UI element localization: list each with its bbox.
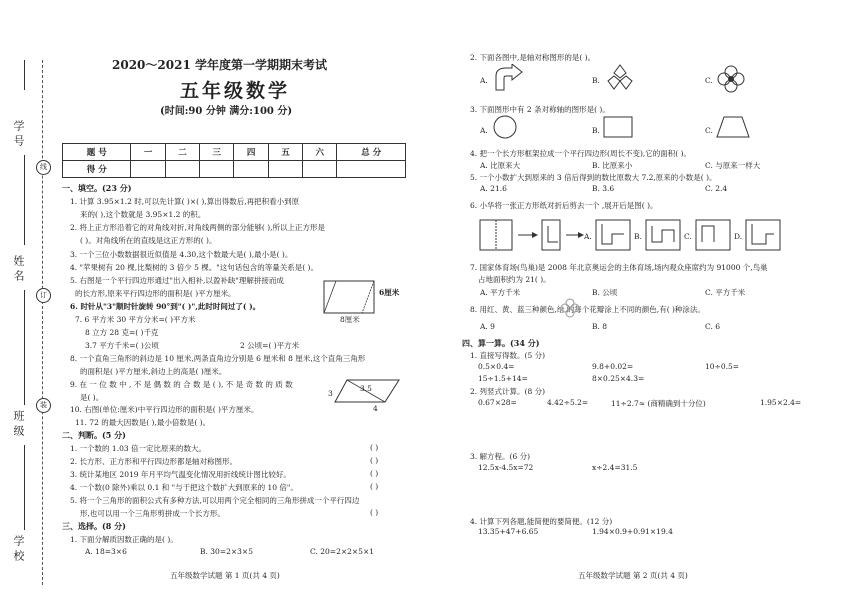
r-q4-c[interactable]: C. 与原来一样大 [705, 161, 761, 170]
r-q7-line2: 占地面积约为 21( )。 [478, 275, 551, 284]
diamond-shape-icon [603, 64, 637, 90]
r-q6-opt-d[interactable]: D. [734, 232, 743, 241]
r-q6-opt-b[interactable]: B. [634, 232, 642, 241]
r-q3: 3. 下面图形中有 2 条对称轴的图形是( )。 [470, 105, 610, 114]
r-q6-opt-c[interactable]: C. [684, 232, 692, 241]
calc-1-r2-a: 15÷1.5+14= [478, 374, 528, 383]
judge-2: 2. 长方形、正方形和平行四边形都是轴对称图形。 [70, 457, 238, 466]
calc-1-title: 1. 直接写得数。(5 分) [470, 351, 546, 360]
score-cell[interactable] [200, 161, 234, 178]
score-row-label: 得 分 [63, 161, 131, 178]
r-q6-opt-a[interactable]: A. [584, 232, 592, 241]
r-q8-b[interactable]: B. 8 [592, 322, 608, 331]
calc-3-a: 12.5x-4.5x=72 [478, 463, 534, 472]
judge-1: 1. 一个数的 1.03 倍一定比原来的数大。 [70, 444, 207, 453]
class-label: 班级 [12, 410, 25, 440]
calc-2-c: 11÷2.7≈ (商精确到十分位) [611, 399, 706, 408]
q10: 10. 右图(单位:厘米)中平行四边形的面积是( )平方厘米。 [70, 405, 259, 414]
q11: 11. 72 的最大因数是( ),最小倍数是( )。 [75, 418, 211, 427]
figure-rect-height: 6厘米 [379, 288, 400, 297]
calc-2-b: 4.42÷5.2= [547, 398, 589, 407]
r-q5-a[interactable]: A. 21.6 [480, 184, 507, 193]
r-q7-c[interactable]: C. 平方千米 [705, 288, 746, 297]
q3: 3. 一个三位小数数据很近似值是 4.30,这个数最大是( ),最小是( )。 [70, 250, 293, 259]
score-header-2: 二 [165, 144, 199, 161]
figure-rect-width: 8厘米 [340, 315, 360, 324]
q7-a: 7. 6 平方米 30 平方分米=( )平方米 [75, 315, 196, 324]
calc-4-a: 13.35+47+6.65 [478, 527, 539, 536]
q8-line1: 8. 一个直角三角形的斜边是 10 厘米,两条直角边分别是 6 厘米和 8 厘米,这个直角三角形 [70, 354, 366, 363]
calc-2-d: 1.95×2.4= [760, 398, 802, 407]
parallelogram-figure [333, 378, 401, 408]
score-cell[interactable] [337, 161, 406, 178]
r-q8-a[interactable]: A. 9 [480, 322, 495, 331]
q4: 4. "苹果树有 20 棵,比梨树的 3 倍少 5 棵。"这句话包含的等量关系是( )。 [70, 263, 318, 272]
judge-4: 4. 一个数(0 除外)乘以 0.1 和 "与于把这个数扩大到原来的 10 倍"。 [70, 483, 298, 492]
r-q7-a[interactable]: A. 平方千米 [480, 288, 521, 297]
calc-1-r1-c: 10÷0.5= [705, 362, 740, 371]
score-header-3: 三 [200, 144, 234, 161]
r-q4-a[interactable]: A. 比原来大 [480, 161, 521, 170]
q7-b: 8 立方 28 克=( )千克 [85, 328, 159, 337]
score-cell[interactable] [303, 161, 337, 178]
binding-strip [0, 0, 52, 608]
q6: 6. 时针从"3"顺时针旋转 90°到"( )",此时时间过了( )。 [70, 302, 261, 311]
score-cell[interactable] [268, 161, 302, 178]
r-q6: 6. 小华将一张正方形纸对折后剪去一个 ,展开后是图( )。 [470, 201, 658, 210]
exam-meta: (时间:90 分钟 满分:100 分) [160, 106, 293, 117]
r-q2-opt-b[interactable]: B. [592, 76, 600, 85]
r-q7-line1: 7. 国家体育场(鸟巢)是 2008 年北京奥运会的主体育场,场内观众座席约为 91000 个,鸟巢 [470, 263, 768, 272]
r-q5: 5. 一个小数扩大到原来的 3 倍后得到的数比原数大 7.2,原来的小数是( )。 [470, 173, 717, 182]
arrow-shape-icon [492, 64, 524, 92]
r-q2-opt-a[interactable]: A. [480, 76, 488, 85]
parallelogram-rectangle-figure [322, 275, 407, 323]
score-cell[interactable] [165, 161, 199, 178]
q8-line2: 的面积是( )平方厘米,斜边上的高是( )厘米。 [80, 367, 227, 376]
r-q7-b[interactable]: B. 公顷 [592, 288, 618, 297]
paper-fold-figures [478, 216, 808, 254]
score-cell[interactable] [234, 161, 268, 178]
q1-line1: 1. 计算 3.95×1.2 时,可以先计算( )×( ),算出得数后,再把积看小到原 [70, 197, 300, 206]
score-table [62, 143, 406, 178]
cut-line [42, 60, 43, 585]
q1-line2: 来的( ),这个数就是 3.95×1.2 的积。 [80, 210, 206, 219]
choice-1: 1. 下面分解质因数正确的是( )。 [70, 535, 178, 544]
section-judge-title: 二、判断。(5 分) [62, 430, 126, 440]
r-q5-c[interactable]: C. 2.4 [705, 184, 728, 193]
calc-2-title: 2. 列竖式计算。(8 分) [470, 387, 546, 396]
q9-line2: 是( )。 [80, 393, 104, 402]
student-number-label: 学号 [12, 120, 25, 150]
r-q8: 8. 用红、黄、蓝三种颜色,给 的每个花瓣涂上不同的颜色,有( )种涂法。 [470, 305, 705, 314]
figure-par-side: 3 [328, 389, 333, 398]
r-q3-opt-a[interactable]: A. [480, 126, 488, 135]
r-q2: 2. 下面各图中,是轴对称图形的是( )。 [470, 53, 596, 62]
r-q2-opt-c[interactable]: C. [705, 76, 713, 85]
rectangle-shape-icon [603, 116, 633, 138]
judge-3: 3. 统计某地区 2019 年月平均气温变化情况用折线统计图比较好。 [70, 470, 291, 479]
q7-d: 2 公顷=( )平方米 [240, 341, 300, 350]
judge-4-mark[interactable]: ( ) [370, 482, 379, 491]
choice-1-c[interactable]: C. 20=2×2×5×1 [310, 547, 375, 556]
figure-par-base: 4 [373, 404, 378, 413]
petal-flower-icon [560, 298, 580, 318]
calc-4-b: 1.94×0.9+0.91×19.4 [592, 527, 673, 536]
score-header-label: 题 号 [63, 144, 131, 161]
calc-1-r1-a: 0.5×0.4= [478, 362, 515, 371]
r-q4: 4. 把一个长方形框架拉成一个平行四边形(周长不变),它的面积( )。 [470, 149, 692, 158]
calc-2-a: 0.67×28= [478, 398, 517, 407]
section-choice-title: 三、选择。(8 分) [62, 521, 126, 531]
score-cell[interactable] [131, 161, 165, 178]
student-name-label: 姓名 [12, 255, 25, 285]
r-q4-b[interactable]: B. 比原来小 [592, 161, 633, 170]
q2-line2: ( )。对角线所在的直线是这正方形的( )。 [80, 236, 217, 245]
r-q5-b[interactable]: B. 3.6 [592, 184, 615, 193]
school-label: 学校 [12, 535, 25, 565]
trapezoid-shape-icon [716, 116, 750, 138]
judge-5-line1: 5. 将一个三角形的面积公式有多种方法,可以用两个完全相同的三角形拼成一个平行四边 [70, 496, 360, 505]
judge-5-mark[interactable]: ( ) [370, 508, 379, 517]
q5-line2: 的长方形,原来平行四边形的面积是( )平方厘米。 [75, 289, 236, 298]
score-header-4: 四 [234, 144, 268, 161]
section-calc-title: 四、算一算。(34 分) [462, 338, 540, 348]
judge-5-line2: 形,也可以用一个三角形剪拼成一个长方形。 [80, 509, 225, 518]
calc-3-title: 3. 解方程。(6 分) [470, 452, 531, 461]
q2-line1: 2. 将上正方形沿着它的对角线对折,对角线两侧的部分能够( ),所以上正方形是 [70, 223, 326, 232]
score-header-total: 总 分 [337, 144, 406, 161]
choice-1-a[interactable]: A. 18=3×6 [85, 547, 127, 556]
q9-line1: 9. 在 一 位 数 中 , 不 是 偶 数 的 合 数 是 ( ), 不 是 奇 数 的 质 数 [70, 380, 293, 389]
seal-line: 线 [36, 160, 51, 175]
r-q3-opt-b[interactable]: B. [592, 126, 600, 135]
choice-1-b[interactable]: B. 30=2×3×5 [200, 547, 253, 556]
q7-c: 3.7 平方千米=( )公顷 [85, 341, 159, 350]
calc-1-r1-b: 9.8+0.02= [592, 362, 634, 371]
judge-1-mark[interactable]: ( ) [370, 443, 379, 452]
circle-shape-icon [492, 114, 518, 140]
score-header-5: 五 [268, 144, 302, 161]
exam-title: 2020～2021 学年度第一学期期末考试 [112, 58, 327, 72]
page1-footer: 五年级数学试题 第 1 页(共 4 页) [170, 571, 280, 580]
seal-bind: 订 [36, 288, 51, 303]
exam-subject: 五年级数学 [180, 80, 291, 102]
calc-3-b: x÷2.4=31.5 [592, 463, 638, 472]
calc-4-title: 4. 计算下列各题,能简便的要简便。(12 分) [470, 517, 613, 526]
flower-shape-icon [716, 64, 746, 94]
seal-pack: 装 [36, 398, 51, 413]
page2-footer: 五年级数学试题 第 2 页(共 4 页) [578, 571, 688, 580]
judge-3-mark[interactable]: ( ) [370, 469, 379, 478]
score-header-1: 一 [131, 144, 165, 161]
judge-2-mark[interactable]: ( ) [370, 456, 379, 465]
q5-line1: 5. 右图是一个平行四边形通过"出入相补,以盈补缺"理解拼接而成 [70, 276, 284, 285]
r-q8-c[interactable]: C. 6 [705, 322, 721, 331]
score-header-6: 六 [303, 144, 337, 161]
section-fill-title: 一、填空。(23 分) [62, 183, 132, 193]
r-q3-opt-c[interactable]: C. [705, 126, 713, 135]
figure-par-height: 3.5 [360, 384, 372, 393]
calc-1-r2-b: 8×0.25×4.3= [592, 374, 645, 383]
